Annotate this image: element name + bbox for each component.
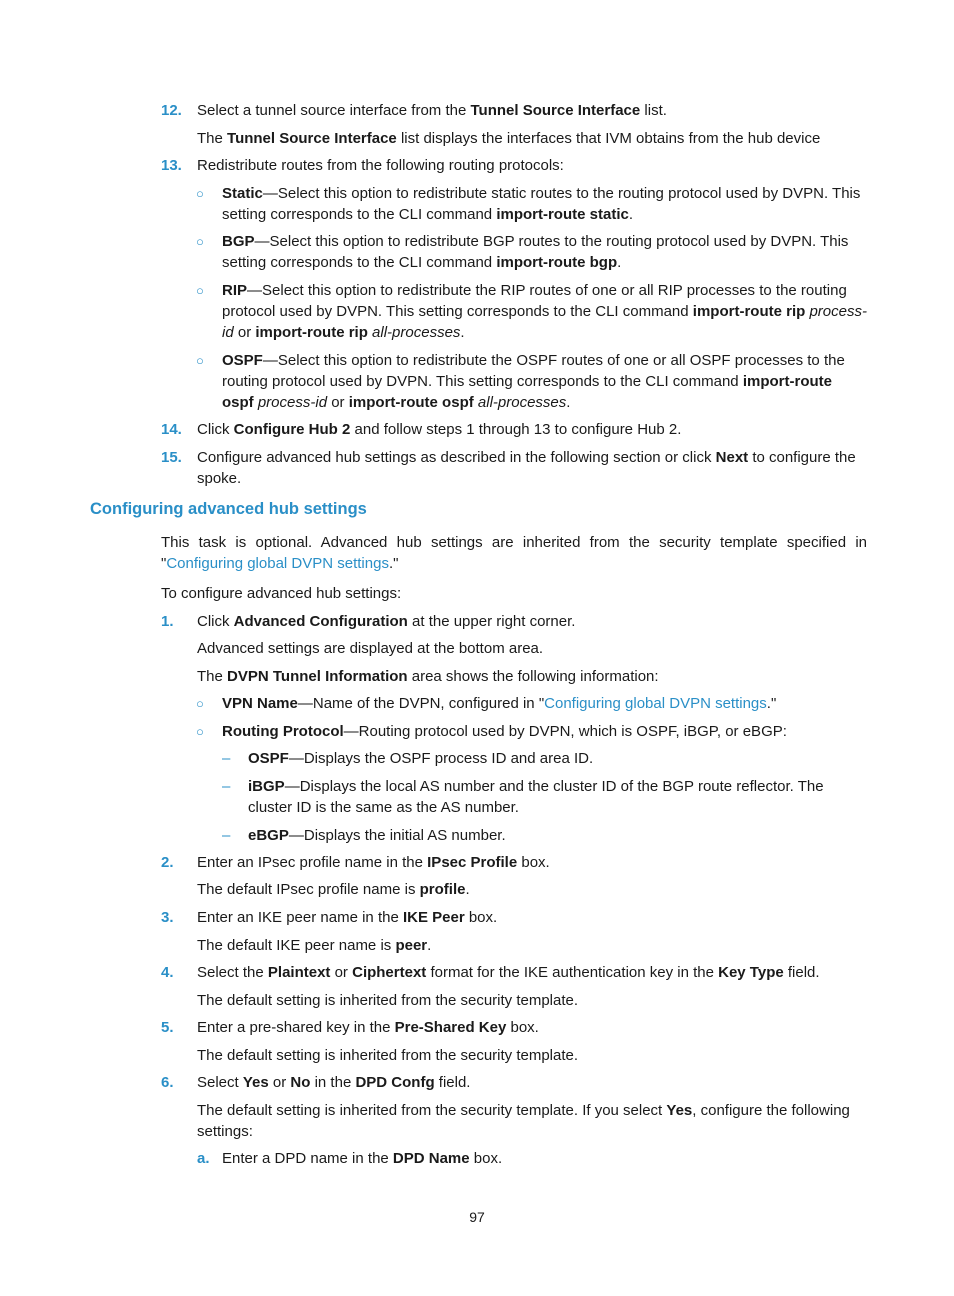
section-heading: Configuring advanced hub settings [90,500,367,518]
intro-paragraph: This task is optional. Advanced hub settings are inherited from the security template specified in "Configuring global DVPN settings." [161,534,867,572]
page-number: 97 [469,1209,485,1225]
step-number: 5. [161,1019,174,1036]
step-number: 4. [161,964,174,981]
step-13-text: Redistribute routes from the following routing protocols: [197,157,564,174]
step-3-text: Enter an IKE peer name in the IKE Peer box. [197,909,498,926]
bullet-icon: ○ [196,724,204,739]
step-1-note: Advanced settings are displayed at the bottom area. [197,640,544,657]
ebgp-subitem: eBGP—Displays the initial AS number. [248,827,506,844]
step-number: 15. [161,449,182,466]
rip-option: RIP—Select this option to redistribute the RIP routes of one or all RIP processes to the routing protocol used by DVPN. This setting corresponds to the CLI command import-route rip process-id or import-route rip all-processes. [222,282,867,341]
step-15-text: Configure advanced hub settings as described in the following section or click Next to configure the spoke. [197,449,856,487]
step-number: 3. [161,909,174,926]
configuring-global-dvpn-link[interactable]: Configuring global DVPN settings [166,555,389,572]
step-4-text: Select the Plaintext or Ciphertext format for the IKE authentication key in the Key Type field. [197,964,820,981]
step-6-text: Select Yes or No in the DPD Confg field. [197,1074,471,1091]
step-5-text: Enter a pre-shared key in the Pre-Shared Key box. [197,1019,539,1036]
static-option: Static—Select this option to redistribute static routes to the routing protocol used by DVPN. This setting corresponds to the CLI command import-route static. [222,185,861,223]
step-14-text: Click Configure Hub 2 and follow steps 1 through 13 to configure Hub 2. [197,421,682,438]
step-3-note: The default IKE peer name is peer. [197,937,432,954]
dash-icon: – [222,827,231,844]
step-1-text: Click Advanced Configuration at the upper right corner. [197,613,576,630]
step-12-note: The Tunnel Source Interface list displays the interfaces that IVM obtains from the hub device [197,130,821,147]
substep-a-text: Enter a DPD name in the DPD Name box. [222,1150,503,1167]
step-number: 14. [161,421,182,438]
bullet-icon: ○ [196,353,204,368]
step-2-text: Enter an IPsec profile name in the IPsec Profile box. [197,854,550,871]
ospf-option: OSPF—Select this option to redistribute the OSPF routes of one or all OSPF processes to the routing protocol used by DVPN. This setting corresponds to the CLI command import-route ospf process-id or import-route ospf all-processes. [222,352,845,411]
bullet-icon: ○ [196,186,204,201]
step-6-note: The default setting is inherited from the security template. If you select Yes, configure the following settings: [197,1102,850,1140]
step-2-note: The default IPsec profile name is profile. [197,881,470,898]
ibgp-subitem: iBGP—Displays the local AS number and the cluster ID of the BGP route reflector. The cluster ID is the same as the AS number. [248,778,824,816]
step-number: 6. [161,1074,174,1091]
step-12-text: Select a tunnel source interface from the Tunnel Source Interface list. [197,102,667,119]
bullet-icon: ○ [196,234,204,249]
bgp-option: BGP—Select this option to redistribute BGP routes to the routing protocol used by DVPN. This setting corresponds to the CLI command import-route bgp. [222,233,849,271]
routing-protocol-item: Routing Protocol—Routing protocol used by DVPN, which is OSPF, iBGP, or eBGP: [222,723,787,740]
step-1-note-2: The DVPN Tunnel Information area shows the following information: [197,668,659,685]
step-number: 2. [161,854,174,871]
dash-icon: – [222,778,231,795]
step-4-note: The default setting is inherited from the security template. [197,992,579,1009]
vpn-name-item: VPN Name—Name of the DVPN, configured in "Configuring global DVPN settings." [222,695,777,712]
step-number: 1. [161,613,174,630]
step-number: 13. [161,157,182,174]
procedure-intro: To configure advanced hub settings: [161,585,402,602]
ospf-subitem: OSPF—Displays the OSPF process ID and area ID. [248,750,594,767]
step-number: 12. [161,102,182,119]
bullet-icon: ○ [196,283,204,298]
dash-icon: – [222,750,231,767]
substep-letter: a. [197,1150,210,1167]
bullet-icon: ○ [196,696,204,711]
configuring-global-dvpn-link[interactable]: Configuring global DVPN settings [544,695,767,712]
step-5-note: The default setting is inherited from the security template. [197,1047,579,1064]
